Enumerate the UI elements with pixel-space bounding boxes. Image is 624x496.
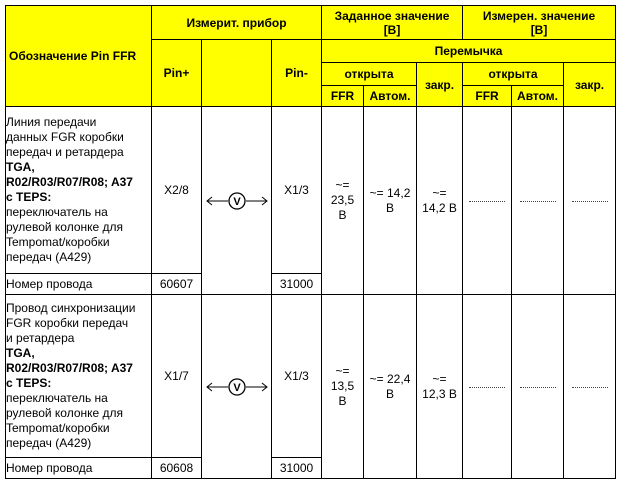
voltmeter-cell (202, 107, 272, 295)
meter-symbol-header (202, 40, 272, 107)
set-closed-header: закр. (417, 63, 463, 107)
voltmeter-cell (202, 295, 272, 479)
set-ffr-value (322, 107, 364, 295)
pin-plus-header: Pin+ (152, 40, 202, 107)
entry-dotted-line (572, 200, 608, 202)
wire-number-label: Номер провода (6, 458, 152, 479)
pin-test-table (5, 5, 616, 479)
measured-value-unit: [В] (530, 22, 548, 37)
desc-bold-text: с TEPS: (6, 190, 52, 204)
measured-ffr-header: FFR (463, 86, 512, 107)
set-value-unit: [В] (383, 22, 401, 37)
desc-text: рулевой колонке для (6, 220, 124, 234)
jumper-header: Перемычка (322, 40, 616, 63)
voltage-unit: В (338, 208, 347, 222)
desc-text: данных FGR коробки (6, 130, 124, 144)
pin-minus-value: X1/3 (272, 107, 322, 274)
page (5, 5, 616, 479)
voltage-value: 13,5 (330, 379, 355, 393)
approx-sign: ~= (432, 185, 447, 200)
desc-bold-text: TGA, (6, 346, 35, 360)
pin-minus-value: X1/3 (272, 295, 322, 458)
voltmeter-symbol: V (232, 381, 241, 394)
wire-number-label: Номер провода (6, 274, 152, 295)
voltage-value: 12,3 В (422, 386, 457, 401)
voltmeter-symbol: V (232, 195, 241, 208)
entry-dotted-line (469, 200, 505, 202)
desc-text: передач и ретардера (6, 145, 124, 159)
voltage-value: 23,5 (330, 193, 355, 207)
desc-text: Tempomat/коробки (6, 421, 110, 435)
pin-minus-header: Pin- (272, 40, 322, 107)
set-value-header (322, 6, 463, 40)
voltage-value: ~= 22,4 (369, 371, 411, 386)
wire-number-minus: 31000 (272, 274, 322, 295)
measured-value-header (463, 6, 616, 40)
meter-header: Измерит. прибор (152, 6, 322, 40)
measured-closed-entry[interactable] (564, 295, 616, 479)
pin-designation-header (6, 6, 152, 107)
wire-number-minus: 31000 (272, 458, 322, 479)
voltmeter-icon (204, 376, 270, 398)
approx-sign: ~= (432, 371, 447, 386)
measured-auto-header: Автом. (512, 86, 564, 107)
measured-open-header: открыта (463, 63, 564, 86)
measured-closed-entry[interactable] (564, 107, 616, 295)
measured-auto-entry[interactable] (512, 107, 564, 295)
approx-sign: ~= (335, 364, 350, 378)
voltage-unit: В (386, 386, 395, 401)
table-row (6, 107, 616, 274)
entry-dotted-line (572, 386, 608, 388)
entry-dotted-line (520, 200, 556, 202)
desc-text: Линия передачи (6, 115, 97, 129)
desc-text: FGR коробки передач (6, 316, 129, 330)
set-ffr-header: FFR (322, 86, 364, 107)
wire-number-plus: 60608 (152, 458, 202, 479)
measured-closed-header: закр. (564, 63, 616, 107)
entry-dotted-line (469, 386, 505, 388)
set-auto-header: Автом. (364, 86, 417, 107)
measured-ffr-entry[interactable] (463, 107, 512, 295)
desc-text: Провод синхронизации (6, 301, 136, 315)
set-closed-value (417, 295, 463, 479)
measured-value-title: Измерен. значение (482, 8, 596, 23)
desc-text: передач (A429) (6, 250, 92, 264)
voltage-value: ~= 14,2 (369, 185, 411, 200)
set-ffr-value (322, 295, 364, 479)
desc-bold-text: R02/R03/R07/R08; A37 (6, 175, 133, 189)
set-open-header: открыта (322, 63, 417, 86)
set-auto-value (364, 107, 417, 295)
desc-bold-text: R02/R03/R07/R08; A37 (6, 361, 133, 375)
approx-sign: ~= (335, 178, 350, 192)
desc-text: Tempomat/коробки (6, 235, 110, 249)
desc-text: переключатель на (6, 391, 108, 405)
entry-dotted-line (520, 386, 556, 388)
set-closed-value (417, 107, 463, 295)
desc-text: и ретардера (6, 331, 75, 345)
desc-bold-text: TGA, (6, 160, 35, 174)
set-value-title: Заданное значение (334, 8, 450, 23)
desc-bold-text: с TEPS: (6, 376, 52, 390)
measured-ffr-entry[interactable] (463, 295, 512, 479)
voltage-unit: В (338, 394, 347, 408)
voltage-value: 14,2 В (422, 200, 457, 215)
wire-number-plus: 60607 (152, 274, 202, 295)
pin-plus-value: X2/8 (152, 107, 202, 274)
set-auto-value (364, 295, 417, 479)
pin-plus-value: X1/7 (152, 295, 202, 458)
desc-text: передач (A429) (6, 436, 92, 450)
pin-description (6, 107, 152, 274)
voltage-unit: В (386, 200, 395, 215)
pin-description (6, 295, 152, 458)
measured-auto-entry[interactable] (512, 295, 564, 479)
table-row (6, 295, 616, 458)
desc-text: переключатель на (6, 205, 108, 219)
desc-text: рулевой колонке для (6, 406, 124, 420)
voltmeter-icon (204, 190, 270, 212)
pin-designation-label: Обозначение Pin FFR (9, 49, 137, 63)
